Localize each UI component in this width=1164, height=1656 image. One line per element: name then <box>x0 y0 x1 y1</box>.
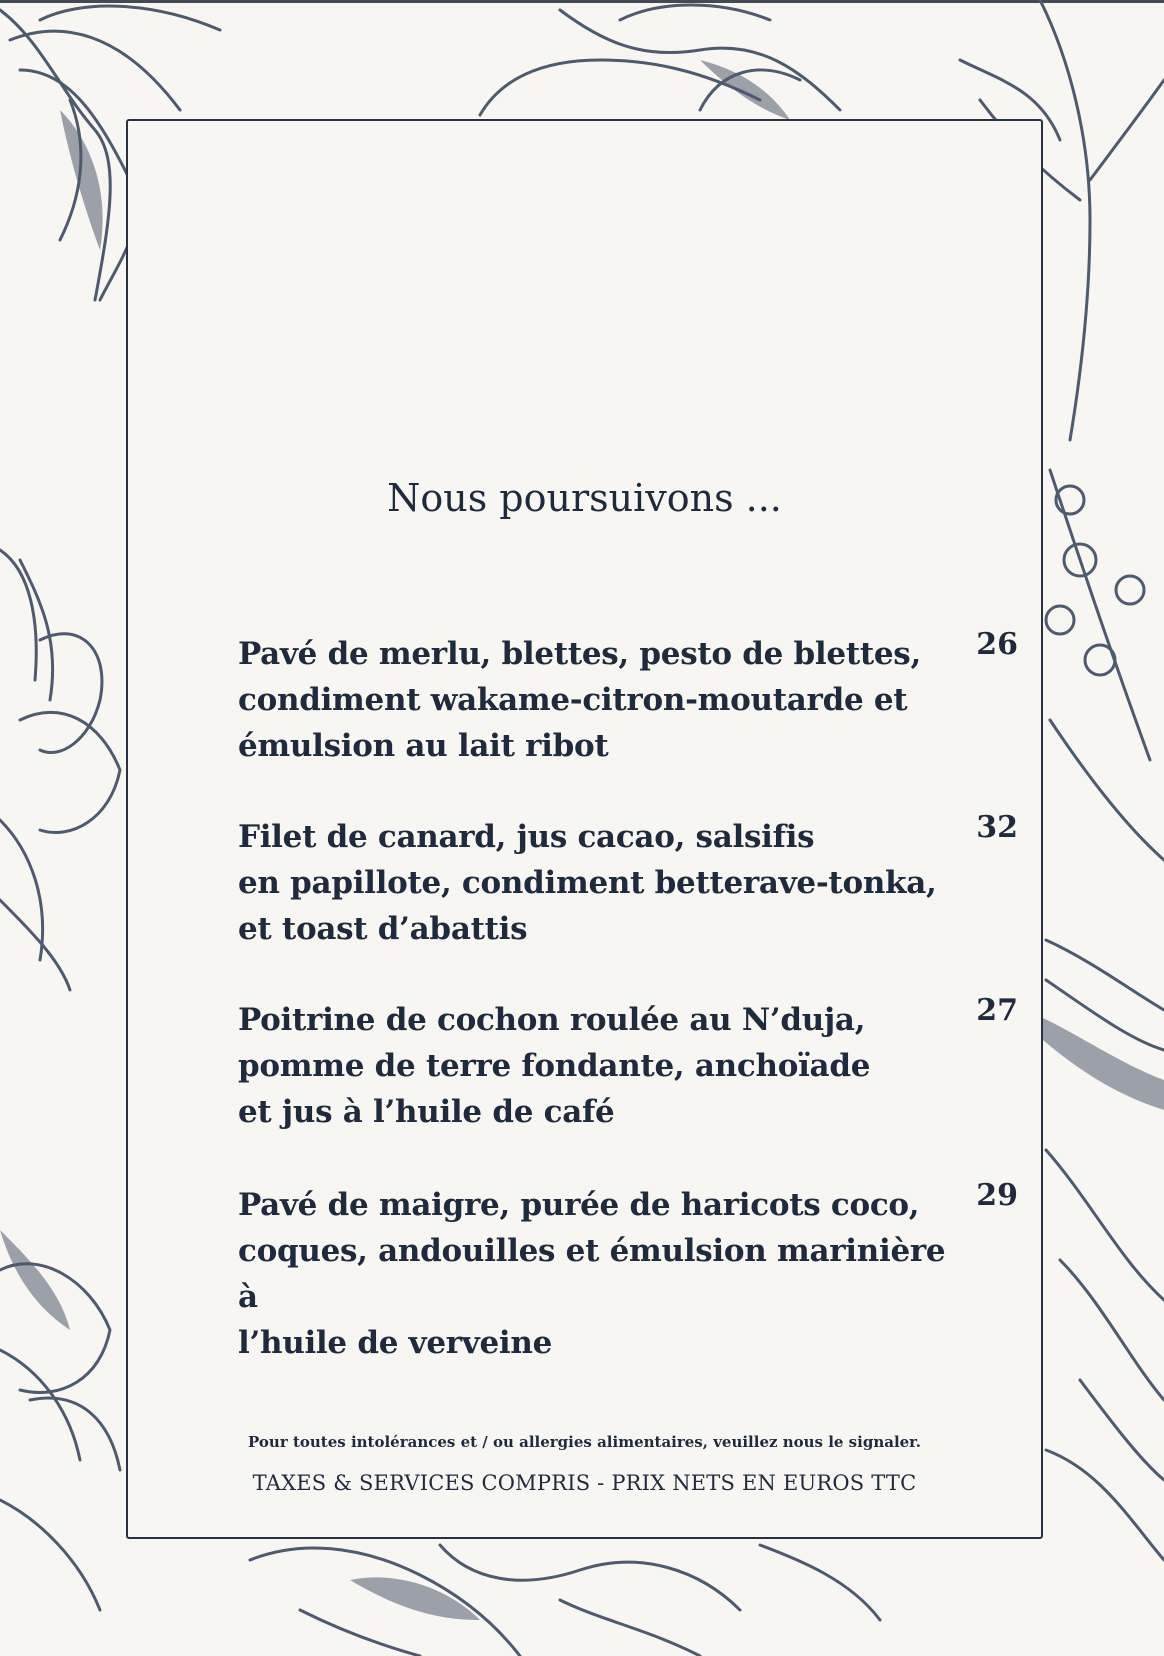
menu-item-price: 29 <box>976 1178 1018 1213</box>
menu-item-description: Pavé de maigre, purée de haricots coco, coques, andouilles et émulsion marinière à l’huile de verveine <box>238 1187 946 1361</box>
menu-item-price: 26 <box>976 627 1018 662</box>
menu-item-description: Filet de canard, jus cacao, salsifis en papillote, condiment betterave-tonka, et toast d’abattis <box>238 819 937 947</box>
menu-item-price: 27 <box>976 993 1018 1028</box>
menu-card <box>126 119 1043 1539</box>
allergy-note: Pour toutes intolérances et / ou allergies alimentaires, veuillez nous le signaler. <box>248 1433 921 1451</box>
menu-item-description: Pavé de merlu, blettes, pesto de blettes, condiment wakame-citron-moutarde et émulsion au lait ribot <box>238 636 921 764</box>
menu-title: Nous poursuivons ... <box>387 476 782 520</box>
menu-item-price: 32 <box>976 810 1018 845</box>
taxes-note: TAXES & SERVICES COMPRIS - PRIX NETS EN EUROS TTC <box>252 1471 917 1495</box>
menu-item-description: Poitrine de cochon roulée au N’duja, pomme de terre fondante, anchoïade et jus à l’huile de café <box>238 1002 871 1130</box>
